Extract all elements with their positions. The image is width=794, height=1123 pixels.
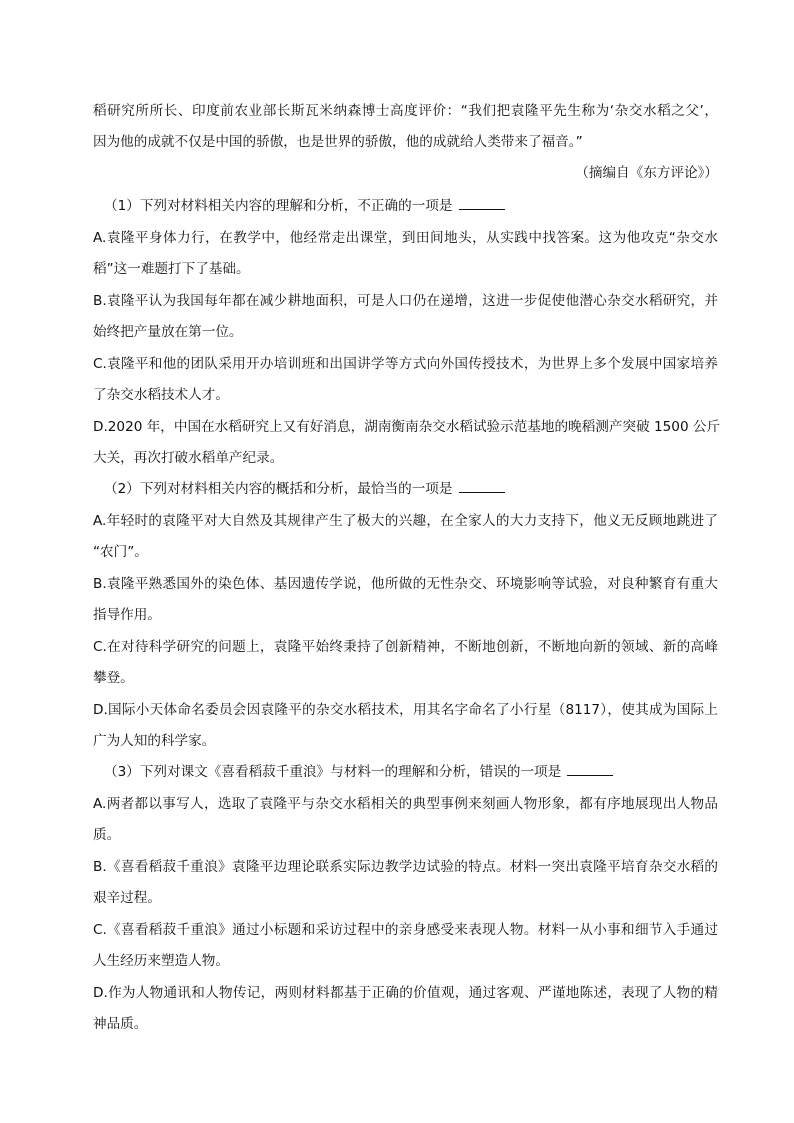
- q3-option-d-line-1: D.作为人物通讯和人物传记，两则材料都基于正确的价值观，通过客观、严谨地陈述，表现了人物的精: [93, 985, 718, 1001]
- q3-option-b-line-1: B.《喜看稻菽千重浪》袁隆平边理论联系实际边教学边试验的特点。材料一突出袁隆平培育杂交水稻的: [93, 859, 718, 875]
- intro-line-1: 稻研究所所长、印度前农业部长斯瓦米纳森博士高度评价：“我们把袁隆平先生称为‘杂交水稻之父’，: [93, 103, 718, 119]
- q2-option-b-line-2: 指导作用。: [93, 607, 161, 623]
- q3-option-a-line-2: 质。: [93, 827, 121, 843]
- q3-option-d-line-2: 神品质。: [93, 1016, 148, 1032]
- q1-option-a-line-1: A.袁隆平身体力行，在教学中，他经常走出课堂，到田间地头，从实践中找答案。这为他攻克“杂交水: [93, 230, 718, 246]
- answer-blank-1: [459, 208, 505, 210]
- question-1-title: [104, 196, 718, 216]
- q3-option-c-line-1: C.《喜看稻菽千重浪》通过小标题和采访过程中的亲身感受来表现人物。材料一从小事和细节入手通过: [93, 922, 718, 938]
- q1-option-b-line-1: B.袁隆平认为我国每年都在减少耕地面积，可是人口仍在递增，这进一步促使他潜心杂交水稻研究，并: [93, 293, 718, 309]
- answer-blank-2: [459, 491, 505, 493]
- question-2-text: （2）下列对材料相关内容的概括和分析，最恰当的一项是: [104, 481, 453, 497]
- question-1-text: （1）下列对材料相关内容的理解和分析，不正确的一项是: [104, 198, 453, 214]
- q3-option-c-line-2: 人生经历来塑造人物。: [93, 953, 229, 969]
- source-citation: （摘编自《东方评论》）: [575, 165, 718, 181]
- intro-line-2: 因为他的成就不仅是中国的骄傲，也是世界的骄傲，他的成就给人类带来了福音。”: [93, 134, 583, 150]
- answer-blank-3: [567, 774, 613, 776]
- q1-option-d-line-2: 大关，再次打破水稻单产纪录。: [93, 450, 284, 466]
- q2-option-a-line-1: A.年轻时的袁隆平对大自然及其规律产生了极大的兴趣，在全家人的大力支持下，他义无反顾地跳进了: [93, 513, 718, 529]
- q2-option-d-line-1: D.国际小天体命名委员会因袁隆平的杂交水稻技术，用其名字命名了小行星（8117），使其成为国际上: [93, 702, 718, 718]
- question-3-title: [104, 762, 718, 782]
- q1-option-b-line-2: 始终把产量放在第一位。: [93, 324, 243, 340]
- q2-option-d-line-2: 广为人知的科学家。: [93, 733, 216, 749]
- q2-option-a-line-2: “农门”。: [93, 544, 148, 560]
- question-2-title: [104, 479, 718, 499]
- q2-option-c-line-1: C.在对待科学研究的问题上，袁隆平始终秉持了创新精神，不断地创新，不断地向新的领域、新的高峰: [93, 639, 718, 655]
- q3-option-b-line-2: 艰辛过程。: [93, 890, 161, 906]
- q1-option-c-line-1: C.袁隆平和他的团队采用开办培训班和出国讲学等方式向外国传授技术，为世界上多个发展中国家培养: [93, 356, 718, 372]
- q2-option-b-line-1: B.袁隆平熟悉国外的染色体、基因遗传学说，他所做的无性杂交、环境影响等试验，对良种繁育有重大: [93, 576, 718, 592]
- q1-option-a-line-2: 稻”这一难题打下了基础。: [93, 261, 250, 277]
- q1-option-d-line-1: D.2020 年，中国在水稻研究上又有好消息，湖南衡南杂交水稻试验示范基地的晚稻测产突破 1500 公斤: [93, 419, 721, 435]
- question-3-text: （3）下列对课文《喜看稻菽千重浪》与材料一的理解和分析，错误的一项是: [104, 764, 562, 780]
- q1-option-c-line-2: 了杂交水稻技术人才。: [93, 387, 229, 403]
- q2-option-c-line-2: 攀登。: [93, 670, 134, 686]
- q3-option-a-line-1: A.两者都以事写人，选取了袁隆平与杂交水稻相关的典型事例来刻画人物形象，都有序地展现出人物品: [93, 796, 718, 812]
